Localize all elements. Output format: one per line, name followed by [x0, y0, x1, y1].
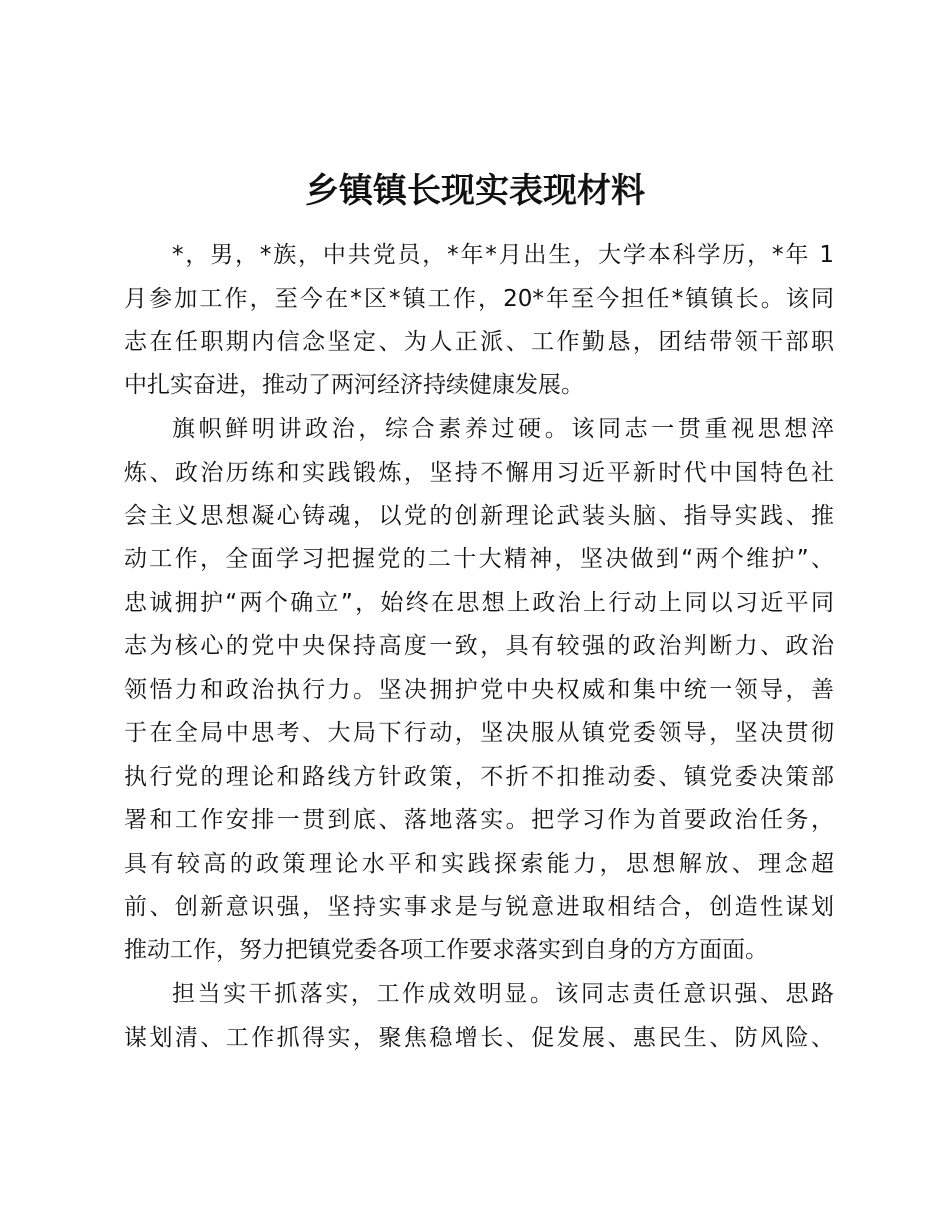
paragraph-1-line-1: *，男，*族，中共党员，*年*月出生，大学本科学历，*年 1 [172, 242, 834, 268]
paragraph-2-line-11: 具有较高的政策理论水平和实践探索能力，思想解放、理念超 [124, 851, 834, 877]
paragraph-2-line-9: 执行党的理论和路线方针政策，不折不扣推动委、镇党委决策部 [124, 764, 834, 790]
paragraph-1-line-2: 月参加工作，至今在*区*镇工作，20*年至今担任*镇镇长。该同 [124, 286, 834, 312]
paragraph-2-line-13: 推动工作，努力把镇党委各项工作要求落实到自身的方方面面。 [124, 937, 768, 963]
paragraph-2-line-12: 前、创新意识强，坚持实事求是与锐意进取相结合，创造性谋划 [124, 894, 834, 920]
document-title: 乡镇镇长现实表现材料 [305, 171, 645, 211]
paragraph-2-line-2: 炼、政治历练和实践锻炼，坚持不懈用习近平新时代中国特色社 [124, 460, 834, 486]
paragraph-2-line-10: 署和工作安排一贯到底、落地落实。把学习作为首要政治任务， [124, 807, 834, 833]
paragraph-3-line-2: 谋划清、工作抓得实，聚焦稳增长、促发展、惠民生、防风险、 [124, 1025, 834, 1051]
paragraph-2-line-7: 领悟力和政治执行力。坚决拥护党中央权威和集中统一领导，善 [124, 677, 834, 703]
paragraph-2-line-8: 于在全局中思考、大局下行动，坚决服从镇党委领导，坚决贯彻 [124, 720, 834, 746]
paragraph-2-line-1: 旗帜鲜明讲政治，综合素养过硬。该同志一贯重视思想淬 [172, 416, 834, 442]
paragraph-2-line-3: 会主义思想凝心铸魂，以党的创新理论武装头脑、指导实践、推 [124, 503, 834, 529]
paragraph-2-line-5: 忠诚拥护“两个确立”，始终在思想上政治上行动上同以习近平同 [124, 590, 834, 616]
paragraph-2-line-6: 志为核心的党中央保持高度一致，具有较强的政治判断力、政治 [124, 633, 834, 659]
paragraph-2-line-4: 动工作，全面学习把握党的二十大精神，坚决做到“两个维护”、 [124, 546, 834, 572]
paragraph-1-line-4: 中扎实奋进，推动了两河经济持续健康发展。 [124, 372, 584, 398]
paragraph-1-line-3: 志在任职期内信念坚定、为人正派、工作勤恳，团结带领干部职 [124, 329, 834, 355]
paragraph-3-line-1: 担当实干抓落实，工作成效明显。该同志责任意识强、思路 [172, 981, 834, 1007]
